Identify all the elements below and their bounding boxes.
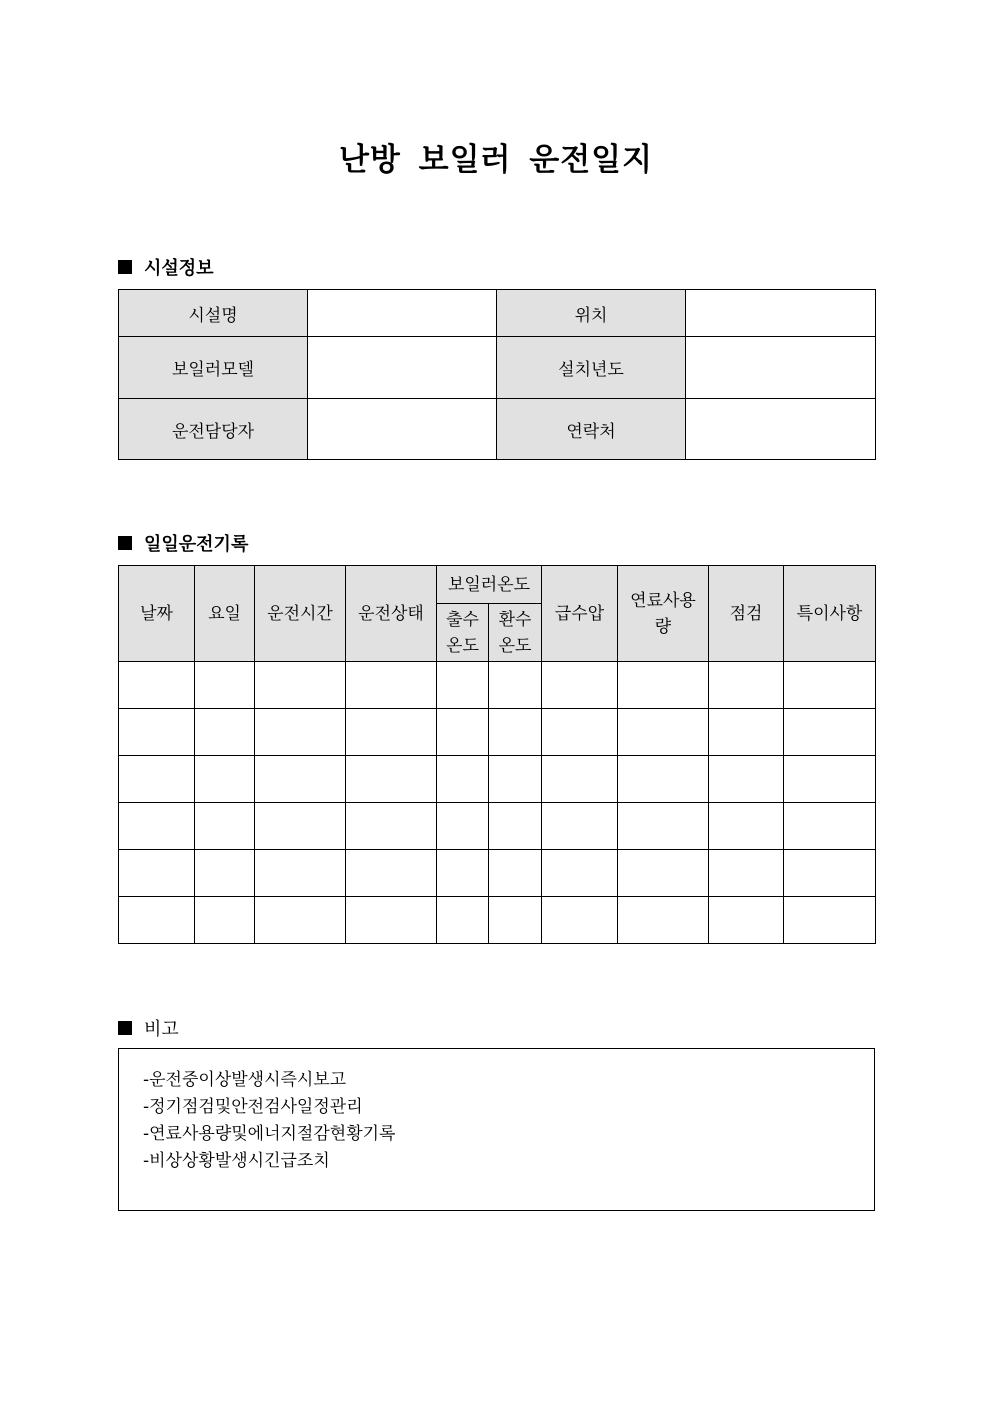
fuel-usage-cell[interactable] [618,897,709,944]
run-time-cell[interactable] [255,709,346,756]
date-cell[interactable] [119,756,195,803]
remarks-section-title: 비고 [144,1019,179,1040]
location-label: 위치 [497,290,686,337]
day-cell[interactable] [195,850,255,897]
fuel-usage-cell[interactable] [618,803,709,850]
fuel-usage-header: 연료사용량 [618,566,709,662]
run-status-header: 운전상태 [346,566,437,662]
notes-cell[interactable] [784,897,876,944]
run-time-cell[interactable] [255,803,346,850]
inspection-cell[interactable] [709,897,784,944]
remarks-box [118,1048,875,1211]
supply-temp-cell[interactable] [437,803,489,850]
remarks-list [119,1049,874,1175]
supply-temp-cell[interactable] [437,850,489,897]
supply-temp-cell[interactable] [437,662,489,709]
date-cell[interactable] [119,850,195,897]
facility-section-title: 시설정보 [144,258,214,279]
run-time-cell[interactable] [255,897,346,944]
notes-header: 특이사항 [784,566,876,662]
boiler-model-label: 보일러모델 [119,337,308,399]
return-temp-cell[interactable] [489,803,542,850]
supply-temp-cell[interactable] [437,756,489,803]
fuel-usage-cell[interactable] [618,850,709,897]
return-temp-cell[interactable] [489,709,542,756]
square-bullet-icon [118,1021,132,1035]
feed-pressure-header: 급수압 [542,566,618,662]
inspection-cell[interactable] [709,756,784,803]
facility-section-heading [118,254,214,280]
feed-pressure-cell[interactable] [542,709,618,756]
operator-field[interactable] [308,399,497,460]
log-row [119,897,876,944]
facility-info-table [118,289,876,460]
return-temp-header: 환수온도 [489,604,542,662]
day-cell[interactable] [195,662,255,709]
date-header: 날짜 [119,566,195,662]
day-cell[interactable] [195,803,255,850]
feed-pressure-cell[interactable] [542,662,618,709]
supply-temp-header: 출수온도 [437,604,489,662]
run-status-cell[interactable] [346,709,437,756]
supply-temp-cell[interactable] [437,897,489,944]
run-status-cell[interactable] [346,756,437,803]
return-temp-cell[interactable] [489,850,542,897]
date-cell[interactable] [119,803,195,850]
run-time-cell[interactable] [255,662,346,709]
square-bullet-icon [118,536,132,550]
daily-log-table [118,565,876,944]
feed-pressure-cell[interactable] [542,756,618,803]
run-time-cell[interactable] [255,756,346,803]
remarks-item: -정기점검및안전검사일정관리 [143,1097,363,1117]
notes-cell[interactable] [784,709,876,756]
install-year-label: 설치년도 [497,337,686,399]
run-status-cell[interactable] [346,897,437,944]
log-row [119,803,876,850]
run-time-header: 운전시간 [255,566,346,662]
contact-label: 연락처 [497,399,686,460]
day-cell[interactable] [195,709,255,756]
date-cell[interactable] [119,662,195,709]
page-title: 난방 보일러 운전일지 [338,142,654,178]
boiler-temp-header: 보일러온도 [437,566,542,604]
inspection-header: 점검 [709,566,784,662]
log-header-row [119,566,876,604]
notes-cell[interactable] [784,756,876,803]
day-cell[interactable] [195,756,255,803]
facility-row [119,337,876,399]
contact-field[interactable] [686,399,876,460]
facility-name-field[interactable] [308,290,497,337]
return-temp-cell[interactable] [489,897,542,944]
date-cell[interactable] [119,709,195,756]
inspection-cell[interactable] [709,662,784,709]
log-row [119,850,876,897]
run-status-cell[interactable] [346,662,437,709]
log-row [119,709,876,756]
install-year-field[interactable] [686,337,876,399]
log-section-heading [118,530,248,556]
notes-cell[interactable] [784,662,876,709]
supply-temp-cell[interactable] [437,709,489,756]
fuel-usage-cell[interactable] [618,756,709,803]
fuel-usage-cell[interactable] [618,662,709,709]
return-temp-cell[interactable] [489,756,542,803]
facility-row [119,290,876,337]
notes-cell[interactable] [784,850,876,897]
inspection-cell[interactable] [709,850,784,897]
run-status-cell[interactable] [346,803,437,850]
log-row [119,756,876,803]
inspection-cell[interactable] [709,803,784,850]
log-section-title: 일일운전기록 [144,534,249,555]
feed-pressure-cell[interactable] [542,850,618,897]
square-bullet-icon [118,260,132,274]
remarks-item: -비상상황발생시긴급조치 [143,1151,330,1171]
day-header: 요일 [195,566,255,662]
notes-cell[interactable] [784,803,876,850]
facility-name-label: 시설명 [119,290,308,337]
feed-pressure-cell[interactable] [542,897,618,944]
boiler-model-field[interactable] [308,337,497,399]
facility-row [119,399,876,460]
day-cell[interactable] [195,897,255,944]
remarks-section-heading [118,1015,179,1041]
fuel-usage-cell[interactable] [618,709,709,756]
remarks-item: -운전중이상발생시즉시보고 [143,1070,347,1090]
operator-label: 운전담당자 [119,399,308,460]
date-cell[interactable] [119,897,195,944]
run-time-cell[interactable] [255,850,346,897]
log-row [119,662,876,709]
remarks-item: -연료사용량및에너지절감현황기록 [143,1124,396,1144]
location-field[interactable] [686,290,876,337]
return-temp-cell[interactable] [489,662,542,709]
inspection-cell[interactable] [709,709,784,756]
feed-pressure-cell[interactable] [542,803,618,850]
run-status-cell[interactable] [346,850,437,897]
